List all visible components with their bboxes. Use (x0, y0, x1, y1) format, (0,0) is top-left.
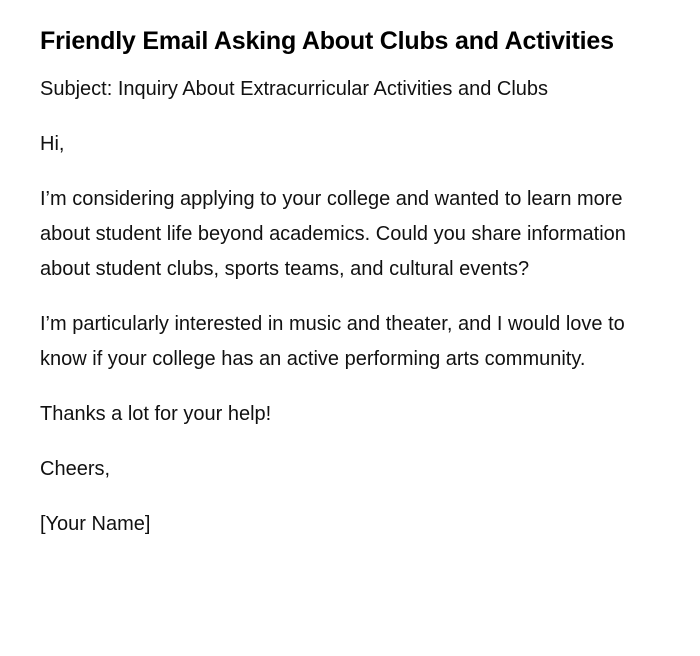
email-subject-line: Subject: Inquiry About Extracurricular Activities and Clubs (40, 78, 549, 100)
email-signature-placeholder: [Your Name] (40, 513, 151, 535)
email-closing: Cheers, (40, 458, 111, 480)
email-document (40, 24, 660, 562)
email-paragraph-interests: I’m particularly interested in music and theater, and I would love to know if your college has an active performing arts community. (40, 313, 625, 370)
email-greeting: Hi, (40, 133, 65, 155)
document-title: Friendly Email Asking About Clubs and Activities (40, 27, 614, 55)
email-paragraph-intro: I’m considering applying to your college and wanted to learn more about student life beyond academics. Could you share information about student clubs, sports teams, and cultural events? (40, 188, 626, 280)
email-thanks-line: Thanks a lot for your help! (40, 403, 272, 425)
